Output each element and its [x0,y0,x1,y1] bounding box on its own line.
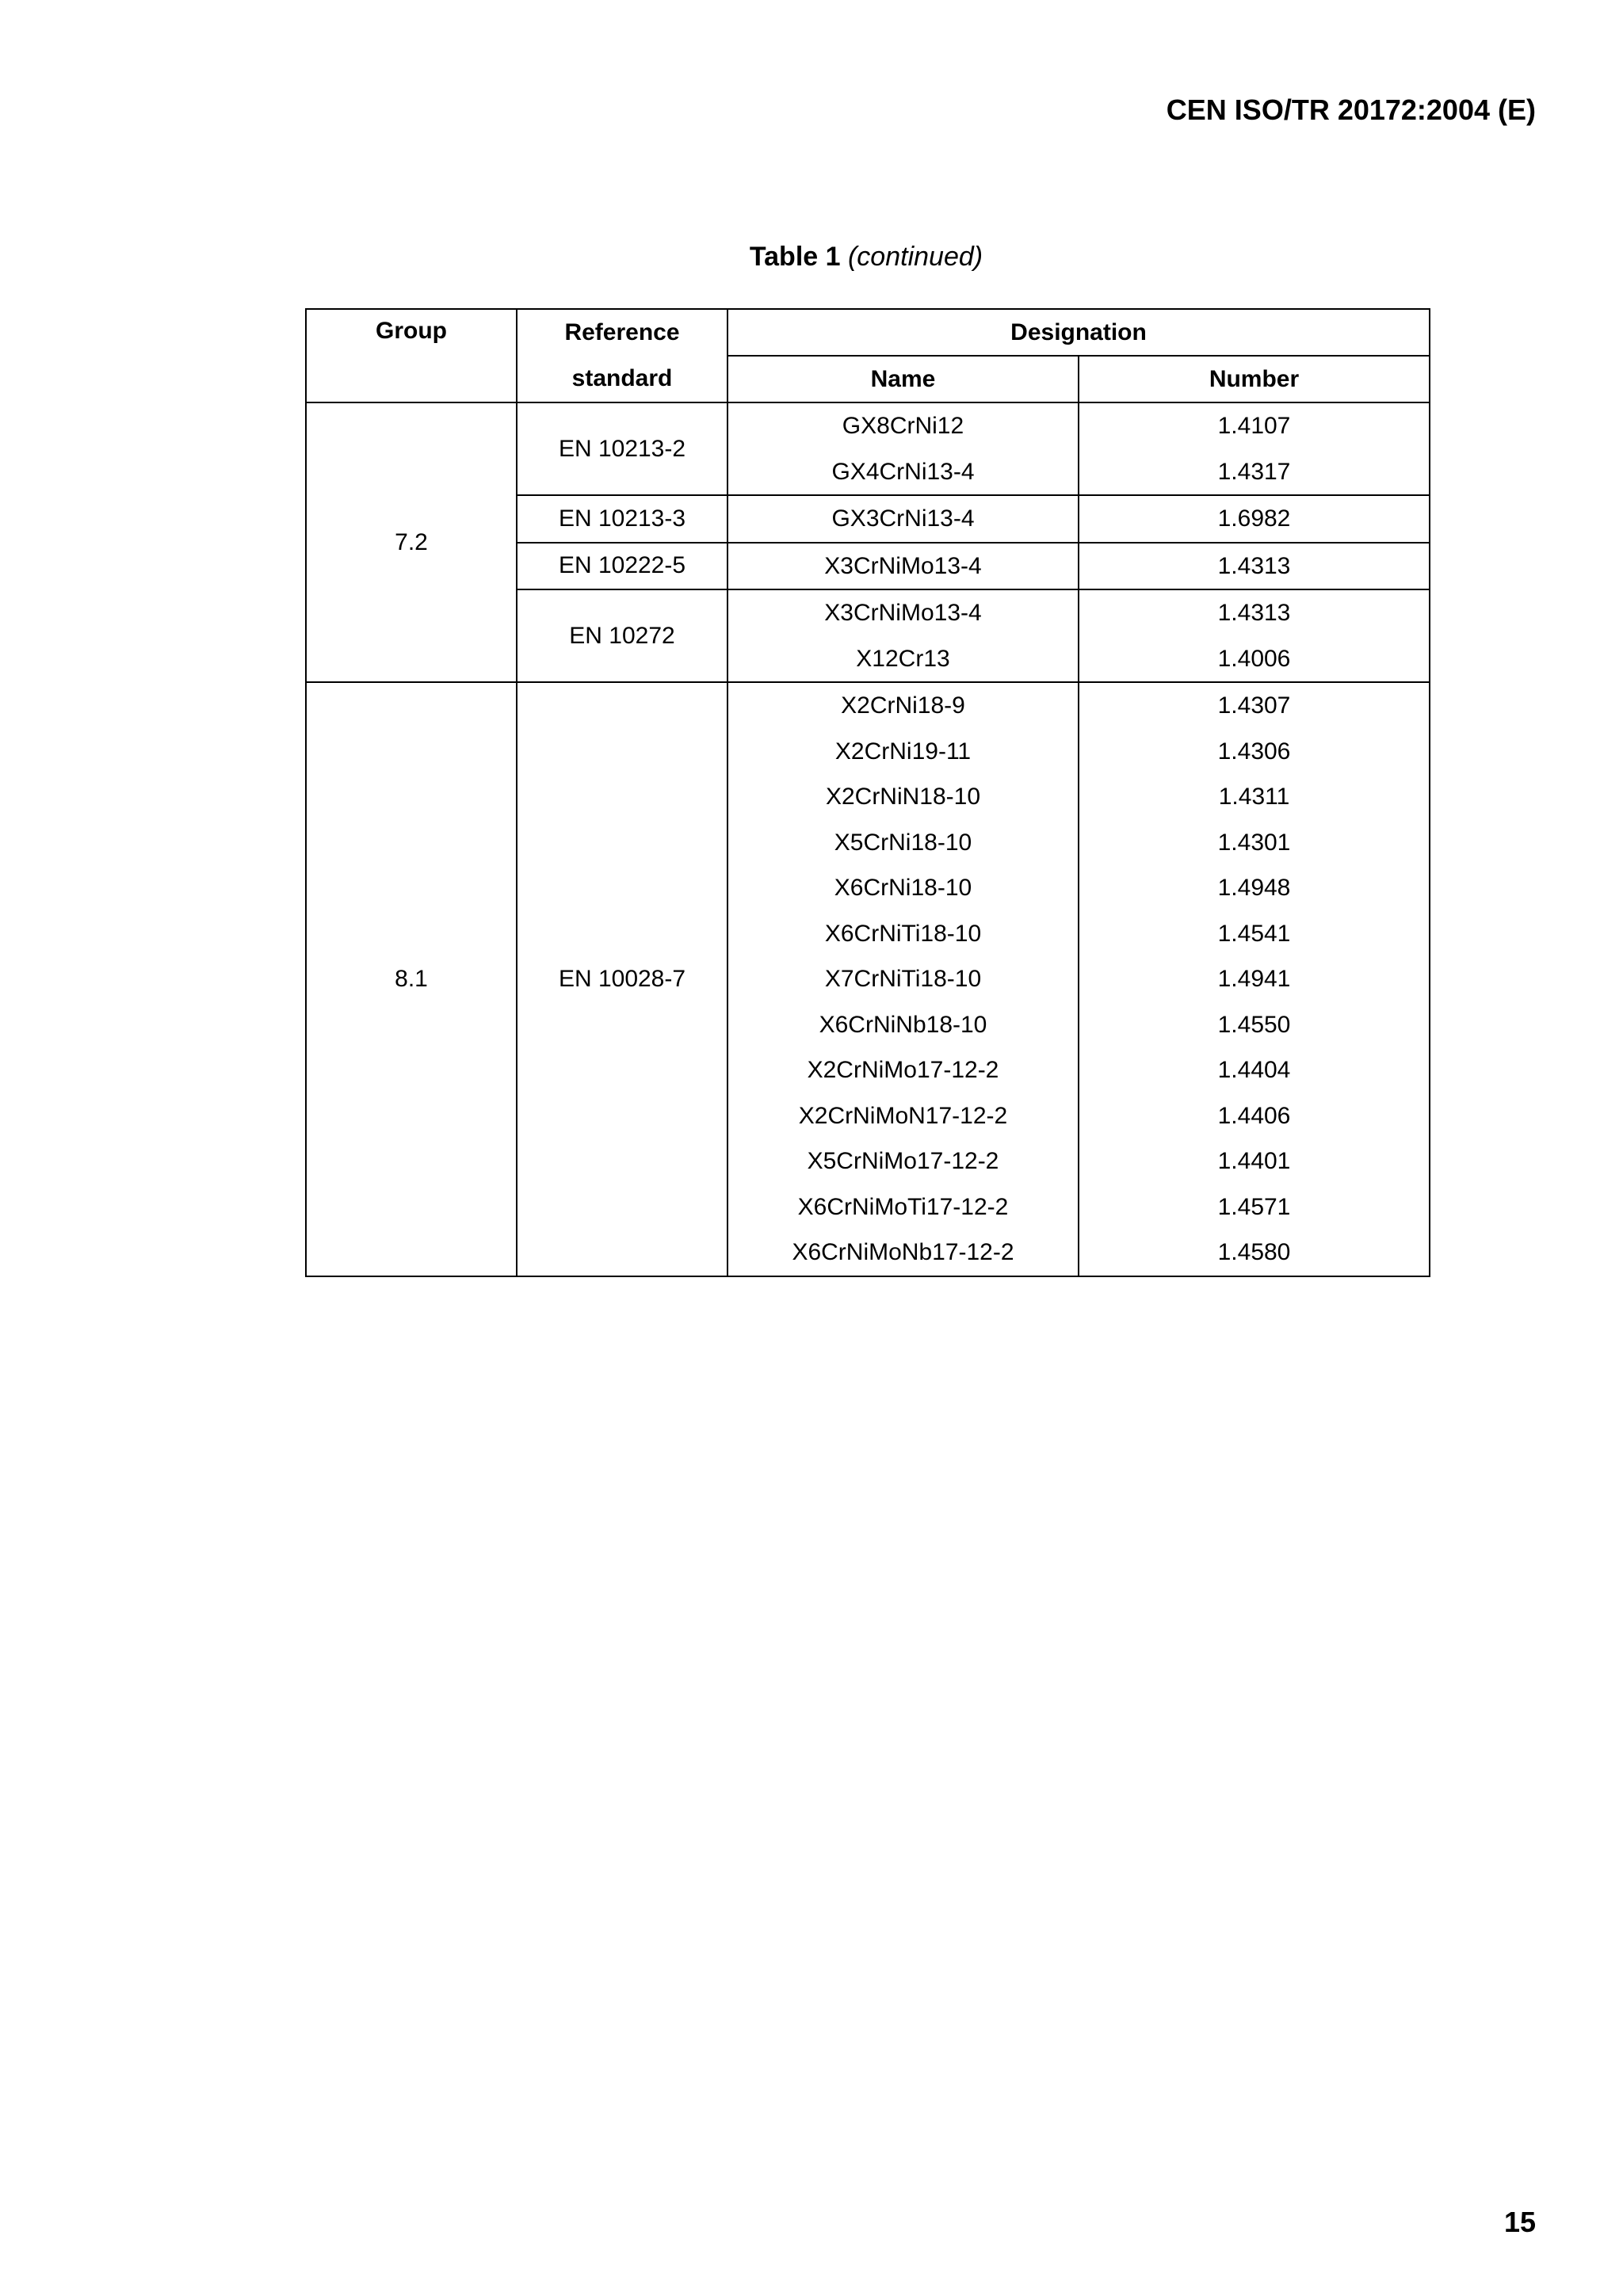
designation-name: X6CrNiNb18-10 [819,1011,987,1038]
group-cell: 8.1 [306,682,517,1276]
header-reference-top [517,309,727,356]
designation-number: 1.4307 [1217,692,1291,719]
designation-number: 1.4006 [1217,645,1291,672]
designation-name: X3CrNiMo13-4 [824,552,982,579]
designation-number: 1.4941 [1217,966,1291,992]
designation-number: 1.6982 [1217,505,1291,532]
number-cell [1079,682,1430,1276]
designation-name: X5CrNi18-10 [834,829,972,856]
designation-name: X6CrNi18-10 [834,875,972,901]
designation-number: 1.4406 [1217,1102,1291,1129]
name-cell [727,682,1079,1276]
table-caption-label: Table 1 [749,242,841,272]
designation-name: X2CrNiMoN17-12-2 [798,1102,1008,1129]
designation-name: X7CrNiTi18-10 [824,966,982,992]
designation-name: X6CrNiMoTi17-12-2 [797,1193,1009,1220]
designation-name: X5CrNiMo17-12-2 [807,1148,999,1174]
header-name [727,356,1079,402]
designation-number: 1.4306 [1217,738,1291,765]
header-number [1079,356,1430,402]
table-caption-suffix: (continued) [847,242,983,272]
table-caption [0,242,1623,273]
designation-number: 1.4404 [1217,1057,1291,1083]
designation-name: X6CrNiMoNb17-12-2 [792,1239,1014,1265]
designation-name: X6CrNiTi18-10 [824,920,982,947]
table-row [306,682,1430,1276]
header-reference-bottom [517,356,727,402]
reference-cell: EN 10222-5 [517,543,727,590]
designation-number: 1.4301 [1217,829,1291,856]
group-cell: 7.2 [306,402,517,682]
designation-name: X3CrNiMo13-4 [824,600,982,626]
name-cell [727,402,1079,495]
designation-name: X2CrNiMo17-12-2 [807,1057,999,1083]
header-group-label: Group [376,318,447,344]
name-cell [727,543,1079,590]
table-body [306,402,1430,1276]
reference-cell: EN 10213-3 [517,495,727,543]
number-cell [1079,589,1430,682]
header-standard-label: standard [571,365,673,391]
designation-number: 1.4313 [1217,552,1291,579]
number-cell [1079,402,1430,495]
header-reference-label: Reference [564,319,680,345]
page-number: 15 [1503,2206,1536,2238]
table-row [306,402,1430,495]
designation-number: 1.4571 [1217,1193,1291,1220]
designation-number: 1.4107 [1217,413,1291,439]
designation-name: X2CrNi18-9 [841,692,965,719]
designation-number: 1.4550 [1217,1011,1291,1038]
header-designation-label: Designation [1010,318,1147,345]
designation-name: X12Cr13 [856,645,950,672]
designation-name: GX4CrNi13-4 [831,458,975,485]
reference-cell: EN 10028-7 [517,682,727,1276]
reference-cell: EN 10272 [517,589,727,682]
designation-name: GX3CrNi13-4 [831,505,975,532]
reference-cell: EN 10213-2 [517,402,727,495]
designation-number: 1.4948 [1217,875,1291,901]
designation-number: 1.4401 [1217,1148,1291,1174]
materials-table [305,308,1430,1277]
name-cell [727,589,1079,682]
designation-name: X2CrNiN18-10 [825,784,981,810]
header-group [306,309,517,402]
header-designation [727,309,1430,356]
designation-number: 1.4313 [1217,600,1291,626]
designation-name: X2CrNi19-11 [834,738,972,765]
designation-number: 1.4580 [1217,1239,1291,1265]
designation-number: 1.4317 [1217,458,1291,485]
designation-name: GX8CrNi12 [842,413,964,439]
designation-number: 1.4541 [1217,920,1291,947]
number-cell [1079,495,1430,543]
header-name-label: Name [870,365,936,392]
designation-number: 1.4311 [1218,784,1290,810]
document-id-header: CEN ISO/TR 20172:2004 (E) [1166,93,1536,126]
header-number-label: Number [1209,365,1300,392]
number-cell [1079,543,1430,590]
name-cell [727,495,1079,543]
